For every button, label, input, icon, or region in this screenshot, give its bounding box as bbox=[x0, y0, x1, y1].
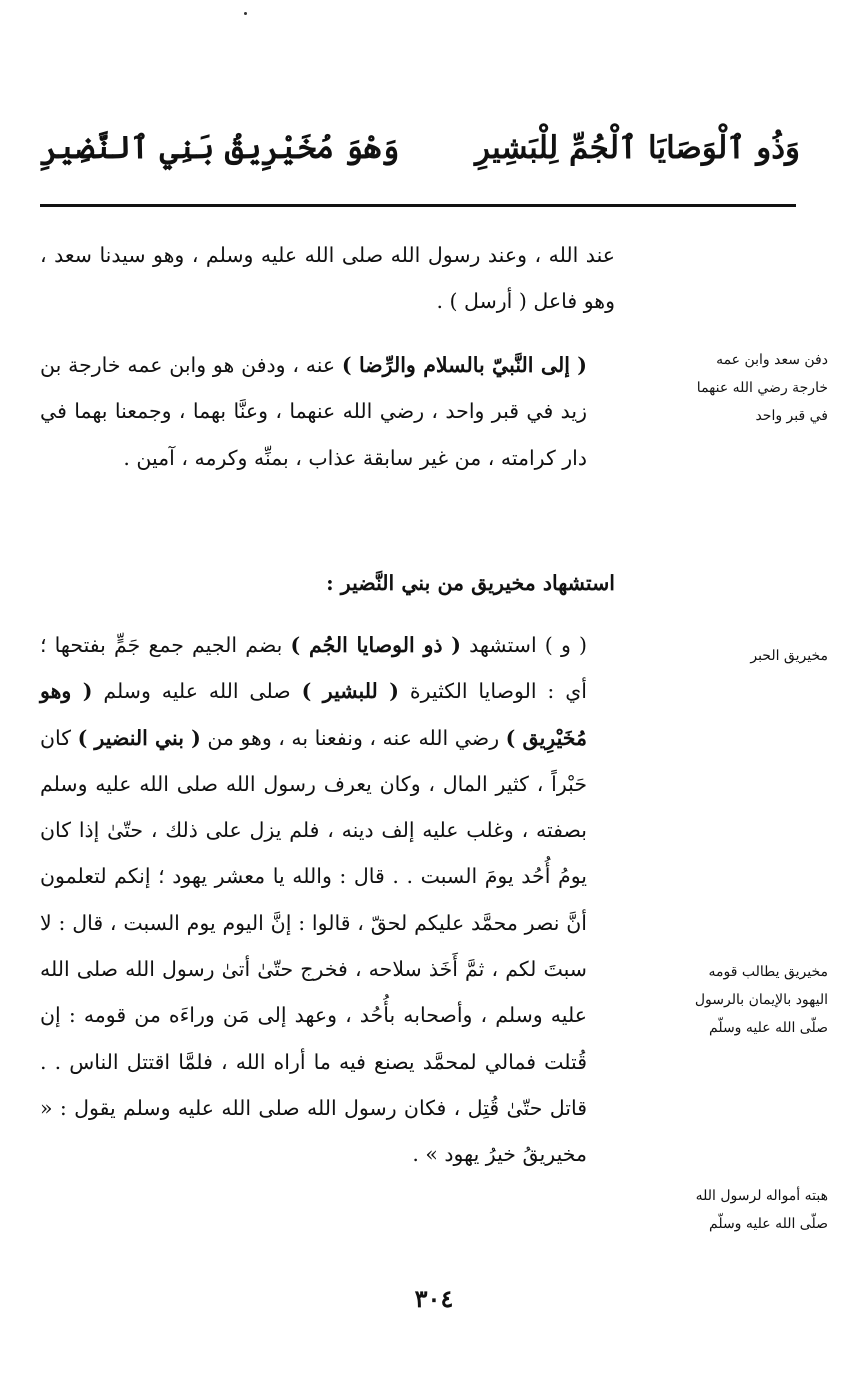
paragraph-1-text: عند الله ، وعند رسول الله صلى الله عليه وسلم ، وهو سيدنا سعد ، وهو فاعل ( أرسل ) . bbox=[40, 243, 615, 314]
verse-quote-4: ( وهو مُخَيْرِيق ) bbox=[40, 679, 587, 750]
paragraph-2 bbox=[40, 342, 615, 481]
scan-speck bbox=[244, 12, 247, 15]
paragraph-1 bbox=[40, 232, 615, 325]
margin-note-4: هبته أمواله لرسول الله صلّى الله عليه وسلّم bbox=[695, 1188, 828, 1232]
margin-note-2: مخيريق الحبر bbox=[750, 648, 828, 664]
header-divider bbox=[40, 204, 796, 207]
verse-quote-5: ( بني النضير ) bbox=[77, 725, 201, 750]
verse-quote-1: ( إلى النَّبيّ بالسلام والرِّضا ) bbox=[341, 353, 587, 377]
paragraph-2-text: عنه ، ودفن هو وابن عمه خارجة بن زيد في قبر واحد ، رضي الله عنهما ، وعنَّا بهما ، وجمعنا بهما في دار كرامته ، من غير سابقة عذاب ، بمنِّه وكرمه ، آمين . bbox=[40, 353, 587, 470]
paragraph-3-text-b: بضم الجيم جمع جَمٍّ بفتحها ؛ أي : الوصايا الكثيرة bbox=[40, 633, 587, 704]
paragraph-3-text-a: ( و ) استشهد bbox=[469, 633, 587, 657]
verse-header bbox=[40, 118, 800, 178]
section-heading bbox=[40, 560, 615, 606]
page-number: ٣٠٤ bbox=[414, 1284, 454, 1313]
paragraph-3 bbox=[40, 622, 615, 1178]
verse-quote-2: ( ذو الوصايا الجُم ) bbox=[290, 633, 461, 657]
paragraph-3-text-d: رضي الله عنه ، ونفعنا به ، وهو من bbox=[207, 725, 500, 750]
verse-second-hemistich: وَهْوَ مُخَيْرِيقُ بَنِي ٱلنَّضِيرِ bbox=[40, 130, 400, 166]
section-heading-text: استشهاد مخيريق من بني النَّضير : bbox=[326, 571, 615, 595]
paragraph-3-text-e: كان حَبْراً ، كثير المال ، وكان يعرف رسول الله صلى الله عليه وسلم بصفته ، وغلب عليه إلف دينه ، فلم يزل على ذلك ، حتّىٰ إذا كان يومُ أُحُد يومَ السبت . . قال : والله يا معشر يهود ؛ إنكم لتعلمون أنَّ نصر محمَّد عليكم لحقّ ، قالوا : إنَّ اليوم يوم السبت ، قال : لا سبتَ لكم ، ثمَّ أَخَذ سلاحه ، فخرج حتّىٰ أتىٰ رسول الله صلى الله عليه وسلم ، وأصحابه بأُحُد ، وعهد إلى مَن وراءَه من قومه : إن قُتلت فمالي لمحمَّد يصنع فيه ما أراه الله ، فلمَّا اقتتل الناس . . قاتل حتّىٰ قُتِل ، فكان رسول الله صلى الله عليه وسلم يقول : « مخيريقُ خيرُ يهود » . bbox=[40, 725, 587, 1167]
margin-note-3: مخيريق يطالب قومه اليهود بالإيمان بالرسول صلّى الله عليه وسلّم bbox=[694, 964, 828, 1036]
verse-first-hemistich: وَذُو ٱلْوَصَايَا ٱلْجُمِّ لِلْبَشِيرِ bbox=[474, 130, 800, 166]
paragraph-3-text-c: صلى الله عليه وسلم bbox=[103, 679, 291, 704]
verse-quote-3: ( للبشير ) bbox=[301, 679, 399, 704]
margin-note-1: دفن سعد وابن عمه خارجة رضي الله عنهما في قبر واحد bbox=[696, 352, 828, 424]
